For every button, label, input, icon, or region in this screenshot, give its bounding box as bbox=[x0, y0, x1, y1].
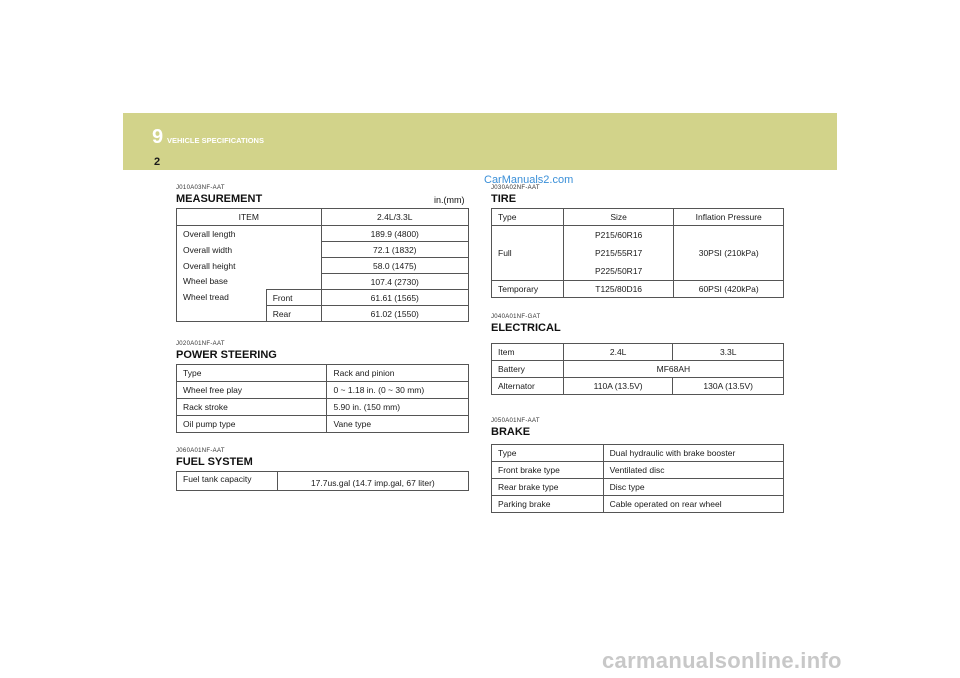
table-row bbox=[492, 445, 784, 462]
brake-code: J050A01NF-AAT bbox=[491, 418, 540, 424]
table-row bbox=[177, 242, 469, 258]
row-label: Oil pump type bbox=[177, 416, 327, 433]
row-value: 58.0 (1475) bbox=[321, 258, 468, 274]
header-cell: Item bbox=[492, 344, 564, 361]
row-value: 60PSI (420kPa) bbox=[674, 281, 784, 298]
row-value: Rack and pinion bbox=[327, 365, 469, 382]
row-label: Rear brake type bbox=[492, 479, 604, 496]
table-row bbox=[492, 344, 784, 361]
row-value: 130A (13.5V) bbox=[673, 378, 784, 395]
table-row bbox=[492, 378, 784, 395]
table-row bbox=[177, 226, 469, 242]
tire-table bbox=[491, 208, 784, 298]
page-number: 2 bbox=[154, 156, 161, 168]
row-sublabel: Front bbox=[266, 290, 321, 306]
table-row bbox=[492, 496, 784, 513]
row-value: Cable operated on rear wheel bbox=[603, 496, 783, 513]
row-label: Temporary bbox=[492, 281, 564, 298]
table-row bbox=[177, 472, 469, 491]
measurement-unit: in.(mm) bbox=[434, 195, 465, 205]
row-value: Ventilated disc bbox=[603, 462, 783, 479]
row-value: Disc type bbox=[603, 479, 783, 496]
header-cell: ITEM bbox=[177, 209, 322, 226]
electrical-title: ELECTRICAL bbox=[491, 322, 561, 334]
tire-size: P225/50R17 bbox=[595, 266, 643, 276]
tire-code: J030A02NF-AAT bbox=[491, 185, 540, 191]
row-value: Vane type bbox=[327, 416, 469, 433]
header-cell: Size bbox=[563, 209, 674, 226]
row-value: 0 ~ 1.18 in. (0 ~ 30 mm) bbox=[327, 382, 469, 399]
header-cell: 3.3L bbox=[673, 344, 784, 361]
brake-title: BRAKE bbox=[491, 426, 531, 438]
row-value: 61.61 (1565) bbox=[321, 290, 468, 306]
header-cell: 2.4L/3.3L bbox=[321, 209, 468, 226]
table-row bbox=[177, 399, 469, 416]
row-label: Battery bbox=[492, 361, 564, 378]
brake-table bbox=[491, 444, 784, 513]
power-steering-code: J020A01NF-AAT bbox=[176, 341, 225, 347]
row-label: Parking brake bbox=[492, 496, 604, 513]
tire-size-list bbox=[563, 226, 674, 281]
table-row bbox=[492, 226, 784, 281]
table-row bbox=[177, 382, 469, 399]
tire-size: T125/80D16 bbox=[563, 281, 674, 298]
table-row bbox=[492, 479, 784, 496]
row-label: Rack stroke bbox=[177, 399, 327, 416]
row-label: Alternator bbox=[492, 378, 564, 395]
row-value: Dual hydraulic with brake booster bbox=[603, 445, 783, 462]
row-value: 5.90 in. (150 mm) bbox=[327, 399, 469, 416]
fuel-system-table bbox=[176, 471, 469, 491]
row-label: Wheel tread bbox=[177, 290, 267, 322]
row-label: Overall width bbox=[177, 242, 322, 258]
electrical-code: J040A01NF-GAT bbox=[491, 314, 541, 320]
electrical-table bbox=[491, 343, 784, 395]
tire-size: P215/60R16 bbox=[595, 230, 643, 240]
measurement-title: MEASUREMENT bbox=[176, 193, 263, 205]
header-cell: Inflation Pressure bbox=[674, 209, 784, 226]
row-label: Front brake type bbox=[492, 462, 604, 479]
power-steering-table bbox=[176, 364, 469, 433]
table-row bbox=[177, 274, 469, 290]
row-label: Type bbox=[177, 365, 327, 382]
row-label: Full bbox=[492, 226, 564, 281]
row-label: Wheel base bbox=[177, 274, 322, 290]
row-label: Fuel tank capacity bbox=[177, 472, 278, 491]
row-value: MF68AH bbox=[563, 361, 783, 378]
header-cell: 2.4L bbox=[563, 344, 673, 361]
table-row bbox=[492, 361, 784, 378]
chapter-number: 9 bbox=[152, 126, 164, 148]
row-value: 30PSI (210kPa) bbox=[674, 226, 784, 281]
table-row bbox=[492, 281, 784, 298]
row-value: 17.7us.gal (14.7 imp.gal, 67 liter) bbox=[277, 472, 468, 491]
row-value: 110A (13.5V) bbox=[563, 378, 673, 395]
fuel-system-title: FUEL SYSTEM bbox=[176, 456, 253, 468]
row-value: 61.02 (1550) bbox=[321, 306, 468, 322]
row-value: 107.4 (2730) bbox=[321, 274, 468, 290]
table-row bbox=[177, 290, 469, 306]
watermark-top[interactable]: CarManuals2.com bbox=[484, 174, 574, 186]
measurement-code: J010A03NF-AAT bbox=[176, 185, 225, 191]
row-label: Overall length bbox=[177, 226, 322, 242]
chapter-title: VEHICLE SPECIFICATIONS bbox=[167, 136, 264, 145]
tire-title: TIRE bbox=[491, 193, 517, 205]
row-label: Overall height bbox=[177, 258, 322, 274]
measurement-table bbox=[176, 208, 469, 322]
watermark-bottom[interactable]: carmanualsonline.info bbox=[602, 648, 842, 673]
table-row bbox=[177, 365, 469, 382]
table-row bbox=[177, 416, 469, 433]
row-value: 189.9 (4800) bbox=[321, 226, 468, 242]
row-sublabel: Rear bbox=[266, 306, 321, 322]
fuel-system-code: J060A01NF-AAT bbox=[176, 448, 225, 454]
power-steering-title: POWER STEERING bbox=[176, 349, 277, 361]
header-cell: Type bbox=[492, 209, 564, 226]
table-row bbox=[177, 209, 469, 226]
tire-size: P215/55R17 bbox=[595, 248, 643, 258]
table-row bbox=[492, 209, 784, 226]
table-row bbox=[177, 258, 469, 274]
row-label: Type bbox=[492, 445, 604, 462]
row-value: 72.1 (1832) bbox=[321, 242, 468, 258]
table-row bbox=[492, 462, 784, 479]
row-label: Wheel free play bbox=[177, 382, 327, 399]
